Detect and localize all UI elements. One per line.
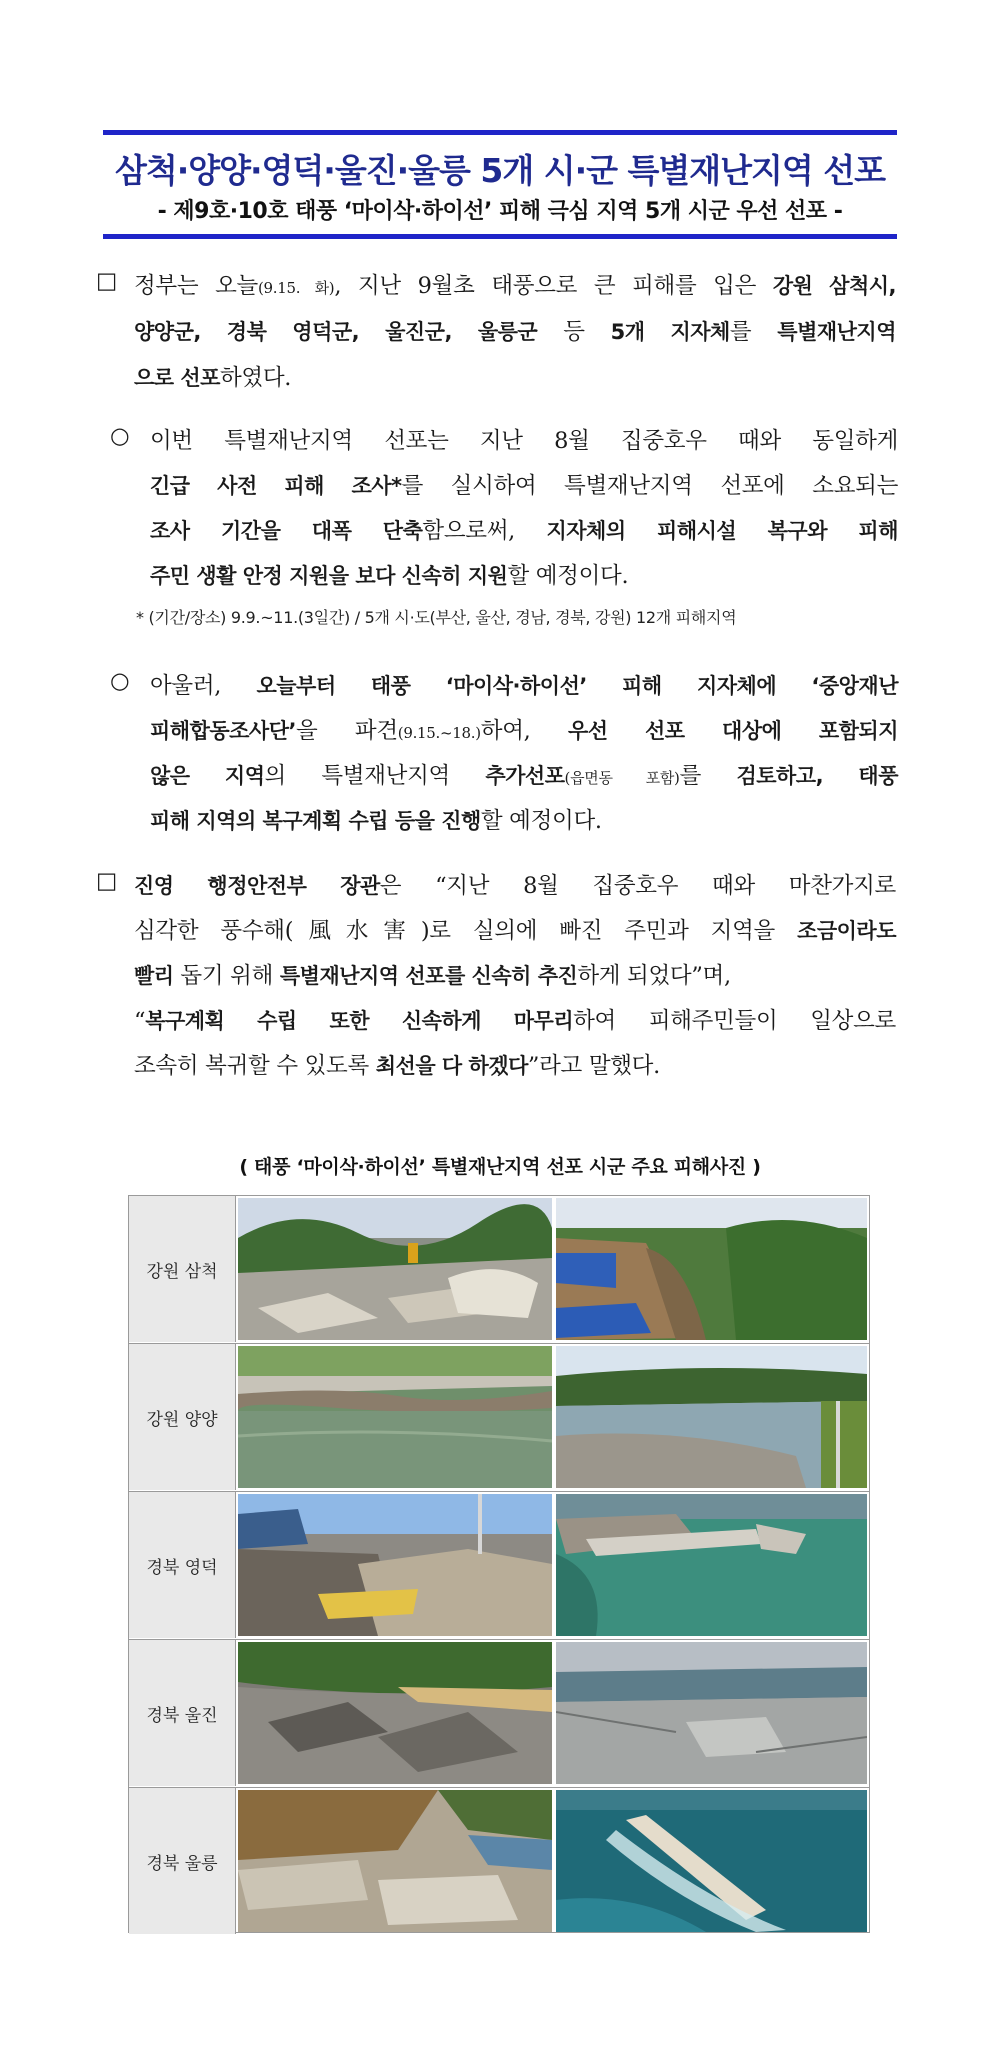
title-box [103, 130, 897, 242]
damage-photo [238, 1346, 552, 1488]
para4-line-1: 진영 행정안전부 장관은 “지난 8월 집중호우 때와 마찬가지로 [134, 873, 896, 899]
photo-row-ulleung [129, 1788, 869, 1935]
damage-photo [556, 1642, 867, 1784]
para3-line-2: 피해합동조사단’을 파견(9.15.~18.)하여, 우선 선포 대상에 포함되지 [150, 718, 898, 744]
paragraph-1 [96, 268, 906, 398]
para1-line-1: 정부는 오늘(9.15. 화), 지난 9월초 태풍으로 큰 피해를 입은 강원 삼척시, [134, 273, 896, 299]
page-title: 삼척·양양·영덕·울진·울릉 5개 시·군 특별재난지역 선포 [114, 151, 886, 190]
photo-row-samcheok [129, 1196, 869, 1343]
damage-photo [556, 1198, 867, 1340]
paragraph-2 [110, 423, 910, 593]
row-label: 강원 삼척 [129, 1196, 236, 1342]
photo-row-yangyang [129, 1344, 869, 1491]
para2-line-2: 긴급 사전 피해 조사*를 실시하여 특별재난지역 선포에 소요되는 [150, 473, 899, 499]
para4-line-5: 조속히 복귀할 수 있도록 최선을 다 하겠다”라고 말했다. [134, 1053, 660, 1079]
row-label: 경북 울릉 [129, 1788, 236, 1934]
row-label: 경북 울진 [129, 1640, 236, 1786]
para4-line-4: “복구계획 수립 또한 신속하게 마무리하여 피해주민들이 일상으로 [134, 1008, 896, 1034]
paragraph-3 [110, 668, 910, 838]
circle-bullet: ○ [110, 423, 130, 449]
title-bottom-rule [103, 234, 897, 239]
square-bullet: □ [96, 268, 117, 294]
para4-line-2: 심각한 풍수해(風水害)로 실의에 빠진 주민과 지역을 조금이라도 [134, 918, 896, 944]
para1-line-3: 으로 선포하였다. [134, 365, 292, 391]
footnote: * (기간/장소) 9.9.~11.(3일간) / 5개 시·도(부산, 울산, 경남, 경북, 강원) 12개 피해지역 [136, 608, 737, 627]
row-label: 경북 영덕 [129, 1492, 236, 1638]
damage-photo [556, 1790, 867, 1932]
damage-photo [238, 1198, 552, 1340]
para2-line-1: 이번 특별재난지역 선포는 지난 8월 집중호우 때와 동일하게 [150, 428, 898, 454]
page-subtitle: - 제9호·10호 태풍 ‘마이삭·하이선’ 피해 극심 지역 5개 시군 우선 선포 - [157, 199, 843, 224]
para2-line-3: 조사 기간을 대폭 단축함으로써, 지자체의 피해시설 복구와 피해 [150, 518, 898, 544]
damage-photo [238, 1642, 552, 1784]
photo-row-uljin [129, 1640, 869, 1787]
photo-caption: ( 태풍 ‘마이삭·하이선’ 특별재난지역 선포 시군 주요 피해사진 ) [239, 1156, 761, 1178]
paragraph-4 [96, 868, 906, 1088]
damage-photo [556, 1494, 867, 1636]
damage-photo [238, 1790, 552, 1932]
circle-bullet: ○ [110, 668, 130, 694]
square-bullet: □ [96, 868, 117, 894]
para3-line-1: 아울러, 오늘부터 태풍 ‘마이삭·하이선’ 피해 지자체에 ‘중앙재난 [150, 673, 898, 699]
para4-line-3: 빨리 돕기 위해 특별재난지역 선포를 신속히 추진하게 되었다”며, [134, 963, 731, 989]
para1-line-2: 양양군, 경북 영덕군, 울진군, 울릉군 등 5개 지자체를 특별재난지역 [134, 319, 896, 345]
title-top-rule [103, 130, 897, 135]
damage-photo [238, 1494, 552, 1636]
damage-photo [556, 1346, 867, 1488]
row-label: 강원 양양 [129, 1344, 236, 1490]
para2-line-4: 주민 생활 안정 지원을 보다 신속히 지원할 예정이다. [150, 563, 629, 589]
photo-row-yeongdeok [129, 1492, 869, 1639]
damage-photo-table [128, 1195, 870, 1933]
para3-line-4: 피해 지역의 복구계획 수립 등을 진행할 예정이다. [150, 808, 602, 834]
para3-line-3: 않은 지역의 특별재난지역 추가선포(읍면동 포함)를 검토하고, 태풍 [150, 763, 898, 789]
